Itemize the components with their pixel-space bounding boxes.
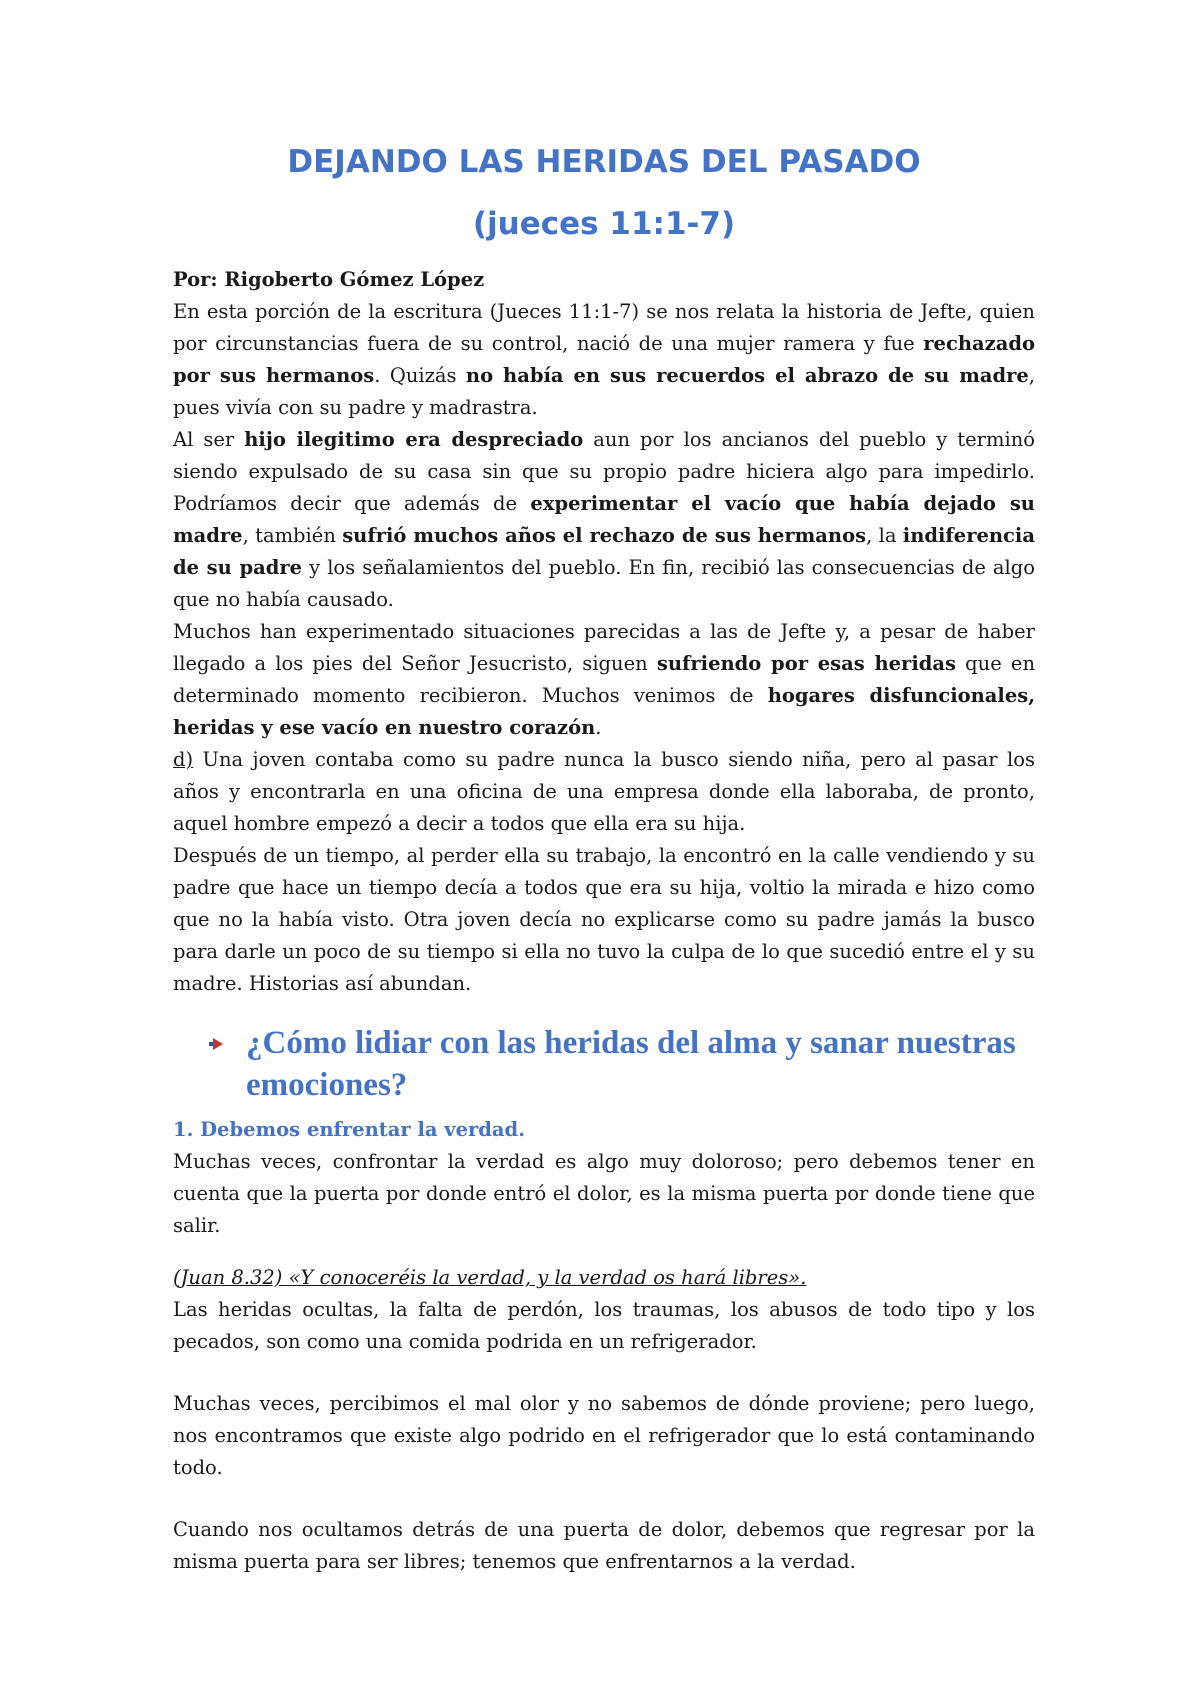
p2-text-i: y los señalamientos del pueblo. En fin, recibió las consecuencias de algo que no había causado. — [173, 556, 1036, 611]
p1-bold-d: no había en sus recuerdos el abrazo de su madre — [465, 364, 1029, 387]
p2-text-e: , también — [242, 524, 343, 547]
paragraph-1 — [173, 296, 1035, 424]
p3-text-e: . — [595, 716, 602, 739]
section-heading: ¿Cómo lidiar con las heridas del alma y sanar nuestras emociones? — [246, 1025, 1016, 1103]
document-subtitle: (jueces 11:1-7) — [472, 206, 736, 242]
paragraph-5: Después de un tiempo, al perder ella su trabajo, la encontró en la calle vendiendo y su padre que hace un tiempo decía a todos que era su hija, voltio la mirada e hizo como que no la había visto. Otra joven decía no explicarse como su padre jamás la busco para darle un poco de su tiempo si ella no tuvo la culpa de lo que sucedió entre el y su madre. Historias así abundan. — [173, 844, 1035, 995]
paragraph-6: Muchas veces, confrontar la verdad es algo muy doloroso; pero debemos tener en cuenta que la puerta por donde entró el dolor, es la misma puerta por donde tiene que salir. — [173, 1150, 1035, 1237]
p1-text-c: . Quizás — [374, 364, 466, 387]
p1-text-a: En esta porción de la escritura (Jueces 11:1-7) se nos relata la historia de Jefte, quien por circunstancias fuera de su control, nació de una mujer ramera y fue — [173, 300, 1035, 355]
arrow-bullet-icon — [213, 1038, 223, 1050]
document-title: DEJANDO LAS HERIDAS DEL PASADO — [287, 144, 921, 180]
paragraph-7: Las heridas ocultas, la falta de perdón, los traumas, los abusos de todo tipo y los pecados, son como una comida podrida en un refrigerador. — [173, 1298, 1035, 1353]
section-heading-block — [173, 1022, 1035, 1106]
p3-text-a: Muchos han experimentado situaciones parecidas a las de Jefte y, a pesar de haber llegado a los pies del Señor Jesucristo, siguen — [173, 620, 1035, 675]
p1-text-e: , pues vivía con su padre y madrastra. — [173, 364, 1035, 419]
p2-bold-b: hijo ilegitimo era despreciado — [244, 428, 584, 451]
subheading: 1. Debemos enfrentar la verdad. — [173, 1118, 525, 1141]
p2-bold-h: indiferencia de su padre — [173, 524, 1035, 579]
p2-bold-f: sufrió muchos años el rechazo de sus hermanos — [342, 524, 867, 547]
p3-text-c: que en determinado momento recibieron. Muchos venimos de — [173, 652, 1036, 707]
paragraph-8: Muchas veces, percibimos el mal olor y no sabemos de dónde proviene; pero luego, nos encontramos que existe algo podrido en el refrigerador que lo está contaminando todo. — [173, 1392, 1035, 1479]
p1-bold-b: rechazado por sus hermanos — [173, 332, 1035, 387]
scripture-quote: (Juan 8.32) «Y conoceréis la verdad, y la verdad os hará libres». — [173, 1266, 807, 1289]
p3-bold-b: sufriendo por esas heridas — [656, 652, 956, 675]
paragraph-3 — [173, 616, 1035, 744]
p2-text-a: Al ser — [173, 428, 245, 451]
p4-text: Una joven contaba como su padre nunca la busco siendo niña, pero al pasar los años y encontrarla en una oficina de una empresa donde ella laboraba, de pronto, aquel hombre empezó a decir a todos que ella era su hija. — [173, 748, 1035, 835]
p2-text-c: aun por los ancianos del pueblo y terminó siendo expulsado de su casa sin que su propio padre hiciera algo para impedirlo. Podríamos decir que además de — [173, 428, 1035, 515]
paragraph-9: Cuando nos ocultamos detrás de una puerta de dolor, debemos que regresar por la misma puerta para ser libres; tenemos que enfrentarnos a la verdad. — [173, 1518, 1035, 1573]
p3-bold-d: hogares disfuncionales, heridas y ese vacío en nuestro corazón — [173, 684, 1035, 739]
p2-text-g: , la — [866, 524, 903, 547]
byline: Por: Rigoberto Gómez López — [173, 268, 485, 291]
document-body — [173, 130, 1035, 1578]
paragraph-4 — [173, 744, 1035, 840]
paragraph-2 — [173, 424, 1035, 616]
p4-label: d) — [173, 748, 194, 771]
p2-bold-d: experimentar el vacío que había dejado su madre — [173, 492, 1035, 547]
